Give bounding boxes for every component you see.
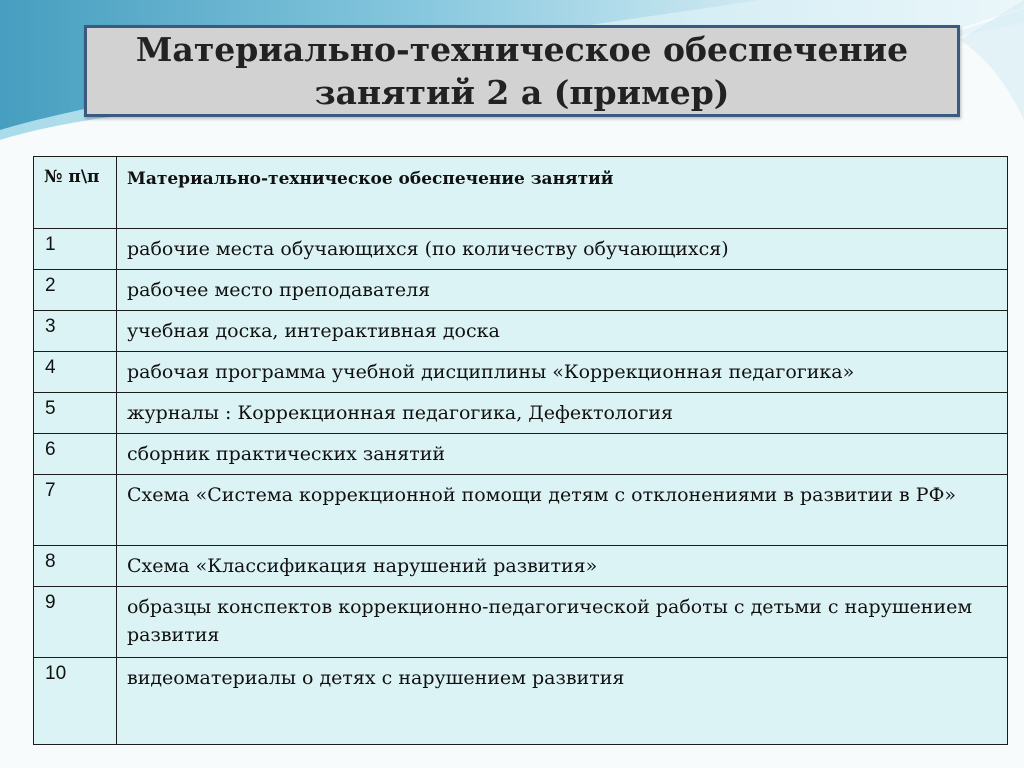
row-number: 8 xyxy=(34,546,117,587)
row-item: Схема «Система коррекционной помощи детям с отклонениями в развитии в РФ» xyxy=(117,475,1008,546)
table-row xyxy=(34,658,1008,745)
row-number: 2 xyxy=(34,270,117,311)
row-item: учебная доска, интерактивная доска xyxy=(117,311,1008,352)
table-row xyxy=(34,393,1008,434)
row-number: 7 xyxy=(34,475,117,546)
row-item: рабочая программа учебной дисциплины «Коррекционная педагогика» xyxy=(117,352,1008,393)
row-number: 1 xyxy=(34,229,117,270)
row-item: видеоматериалы о детях с нарушением развития xyxy=(117,658,1008,745)
row-item: рабочие места обучающихся (по количеству обучающихся) xyxy=(117,229,1008,270)
row-number: 4 xyxy=(34,352,117,393)
slide-title: Материально-техническое обеспечение занятий 2 а (пример) xyxy=(135,30,909,112)
row-item: Схема «Классификация нарушений развития» xyxy=(117,546,1008,587)
table-row xyxy=(34,546,1008,587)
table-row xyxy=(34,352,1008,393)
table-row xyxy=(34,270,1008,311)
row-number: 9 xyxy=(34,587,117,658)
row-item: сборник практических занятий xyxy=(117,434,1008,475)
table-row xyxy=(34,229,1008,270)
table-row xyxy=(34,475,1008,546)
header-number: № п\п xyxy=(34,157,117,229)
header-item: Материально-техническое обеспечение занятий xyxy=(117,157,1008,229)
table-row xyxy=(34,311,1008,352)
row-item: журналы : Коррекционная педагогика, Дефектология xyxy=(117,393,1008,434)
table-header-row xyxy=(34,157,1008,229)
row-number: 3 xyxy=(34,311,117,352)
row-item: рабочее место преподавателя xyxy=(117,270,1008,311)
row-number: 5 xyxy=(34,393,117,434)
row-number: 10 xyxy=(34,658,117,745)
slide-title-box xyxy=(84,25,960,117)
table-row xyxy=(34,587,1008,658)
table-row xyxy=(34,434,1008,475)
equipment-table xyxy=(33,156,1008,745)
row-number: 6 xyxy=(34,434,117,475)
row-item: образцы конспектов коррекционно-педагогической работы с детьми с нарушением развития xyxy=(117,587,1008,658)
